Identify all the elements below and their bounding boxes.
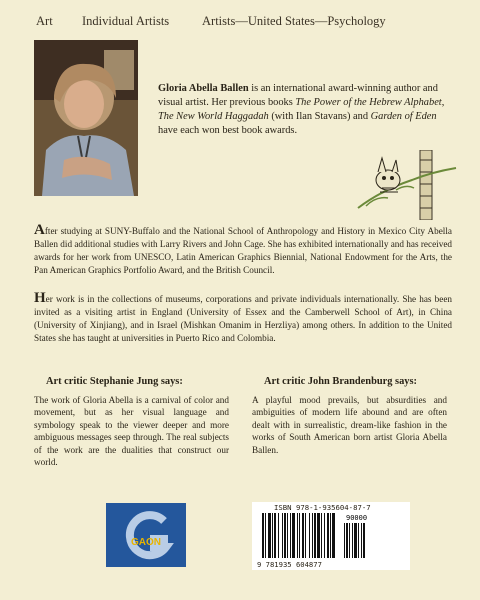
quote-heading: Art critic John Brandenburg says:: [264, 376, 417, 387]
barcode-bar: [299, 513, 300, 558]
quote-text: A playful mood prevails, but absurdities and ambiguities of modern life abound and are often dealt with in surrealistic, dream-like fashion in the works of South American born artist Gloria Abella Ballen.: [252, 395, 447, 455]
barcode-price: 90000: [346, 514, 368, 522]
barcode-bar: [314, 513, 316, 558]
barcode-bar: [332, 513, 335, 558]
book-title: The New World Haggadah: [158, 111, 269, 122]
quote-john-brandenburg: [252, 376, 447, 456]
barcode-bar: [282, 513, 283, 558]
paragraph-collections: Her work is in the collections of museums, corporations and private individuals internationally. She has been invited as a visiting artist in England (University of Essex and the Camberwell School of Art), in China (University of Xinjiang), and in Israel (Mishkan Omanim in Herzliya) among others. In addition to the United States she has taught at universities in Puerto Rico and Colombia.: [34, 290, 452, 343]
barcode-bar: [330, 513, 331, 558]
isbn-label: ISBN 978-1-935604-87-7: [274, 503, 371, 512]
barcode-bar: [297, 513, 298, 558]
barcode-bar: [305, 513, 306, 558]
publisher-logo-text: GAON: [131, 537, 161, 548]
barcode-bar: [274, 513, 276, 558]
author-photo: [34, 40, 138, 196]
barcode-bar: [272, 513, 273, 558]
author-name: Gloria Abella Ballen: [158, 83, 249, 94]
barcode-bar: [354, 523, 357, 558]
barcode-bar: [312, 513, 313, 558]
barcode-bar: [287, 513, 288, 558]
paragraph-education: After studying at SUNY-Buffalo and the National School of Anthropology and History in Mexico City Abella Ballen did additional studies with Larry Rivers and John Cage. She has exhibited internationally and has received awards for her work from UNESCO, Latin American Graphics Biennial, National Endowment for the Arts, the Pan American Graphics Portfolio Award, and the British Council.: [34, 222, 452, 275]
barcode-bar: [302, 513, 304, 558]
book-title: Garden of Eden: [370, 111, 437, 122]
barcode-bar: [324, 513, 325, 558]
category-art: Art: [36, 14, 53, 28]
barcode-bar: [278, 513, 279, 558]
barcode-bar: [268, 513, 271, 558]
barcode-bar: [309, 513, 310, 558]
barcode-digits: 9 781935 604877: [257, 560, 322, 569]
publisher-logo: [106, 503, 186, 567]
barcode-bar: [321, 513, 322, 558]
barcode-bar: [346, 523, 348, 558]
quote-text: The work of Gloria Abella is a carnival of color and movement, but as her visual language and symbology speak to the viewer deeper and more ambiguous messages seep through. The real subjects of the work are the dualities that construct our world.: [34, 395, 229, 468]
barcode-bar: [349, 523, 350, 558]
drop-cap: A: [34, 222, 45, 238]
author-bio: Gloria Abella Ballen is an international award-winning author and visual artist. Her previous books The Power of the Hebrew Alphabet, The New World Haggadah (with Ilan Stavans) and Garden of Eden have each won best book awards.: [158, 83, 445, 136]
barcode-bar: [363, 523, 365, 558]
artwork-sketch: [352, 150, 462, 220]
barcode-bar: [352, 523, 353, 558]
isbn-barcode-block: [252, 502, 410, 570]
barcode-bar: [284, 513, 286, 558]
category-individual-artists: Individual Artists: [82, 14, 170, 28]
barcode-bar: [292, 513, 295, 558]
barcode-bar: [361, 523, 362, 558]
barcode-bar: [290, 513, 291, 558]
barcode-bar: [317, 513, 320, 558]
barcode-bar: [358, 523, 359, 558]
barcode-bar: [262, 513, 264, 558]
category-psychology: Artists—United States—Psychology: [202, 14, 386, 28]
book-title: The Power of the Hebrew Alphabet: [295, 97, 442, 108]
barcode-bar: [265, 513, 266, 558]
barcode-bar: [327, 513, 329, 558]
barcode-bar: [344, 523, 345, 558]
drop-cap: H: [34, 290, 46, 306]
quote-stephanie-jung: [34, 376, 229, 468]
quote-heading: Art critic Stephanie Jung says:: [46, 376, 183, 387]
